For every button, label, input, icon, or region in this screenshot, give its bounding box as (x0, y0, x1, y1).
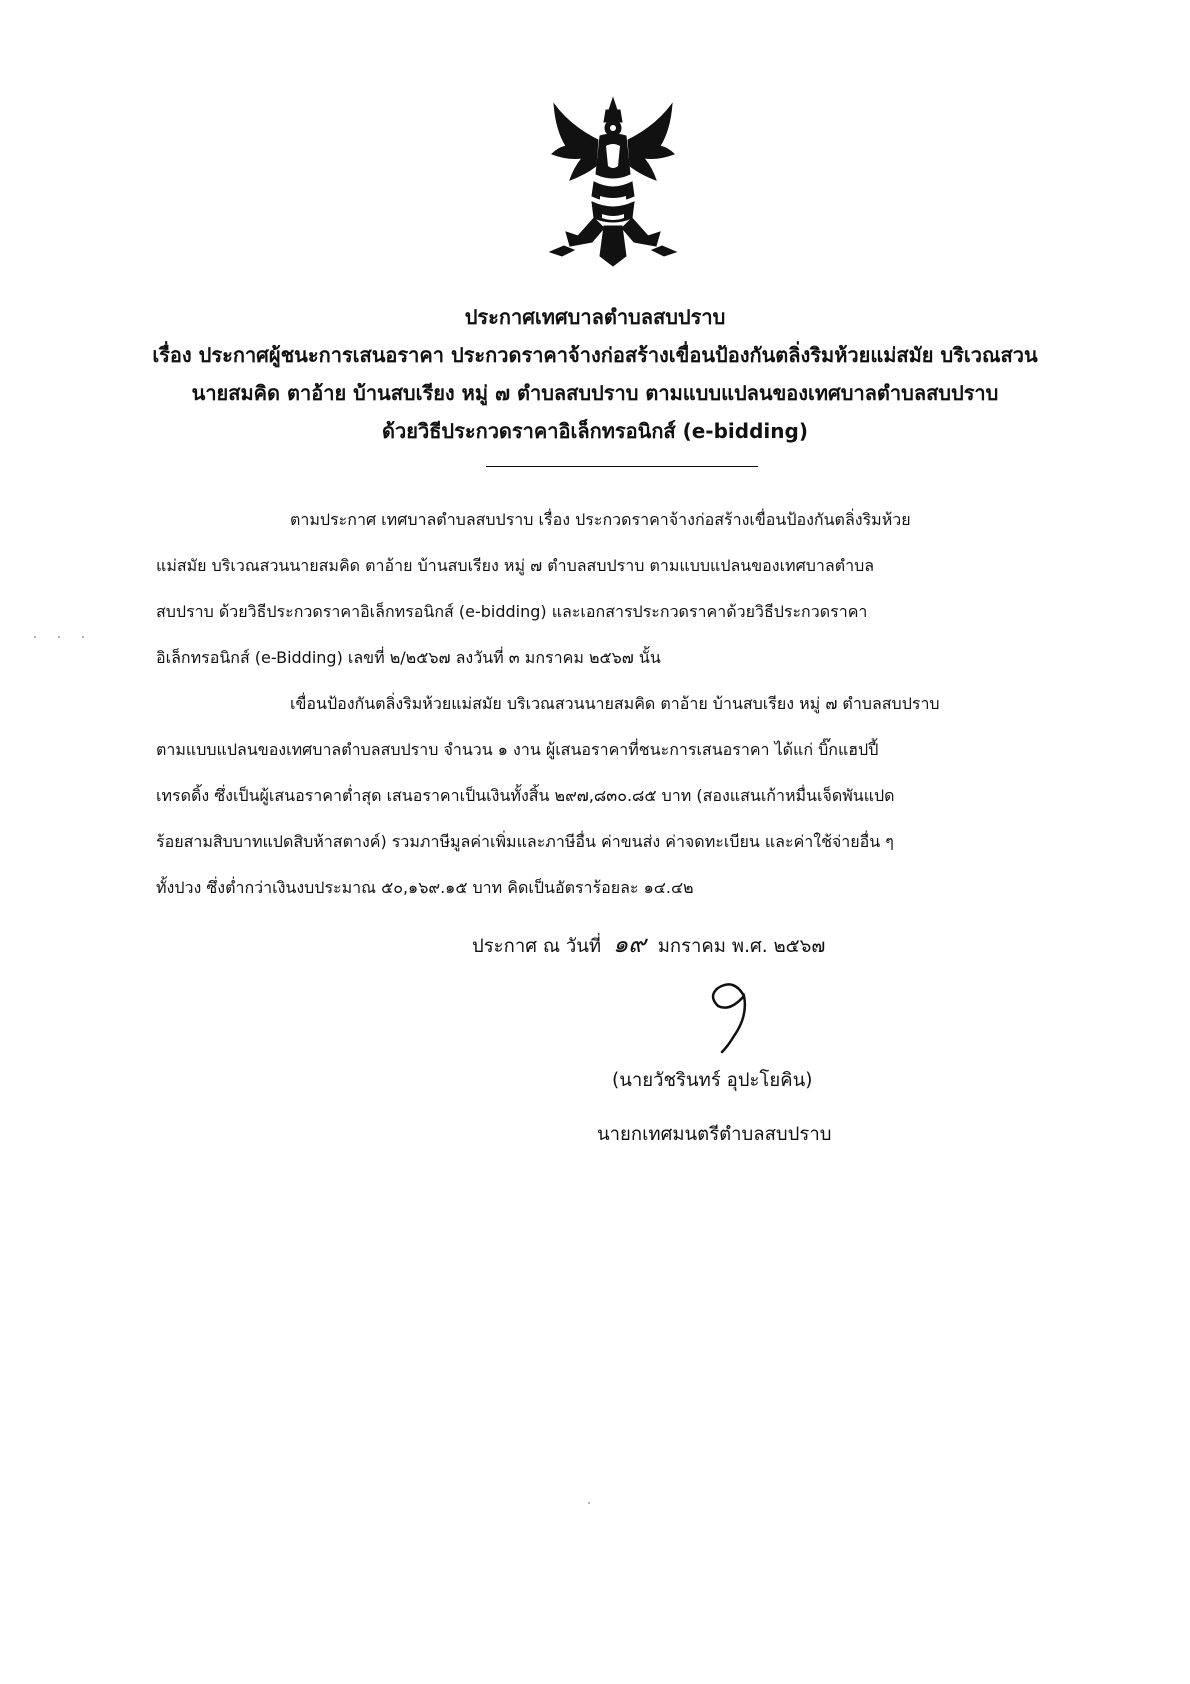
para1-line-3: สบปราบ ด้วยวิธีประกวดราคาอิเล็กทรอนิกส์ (e-bidding) และเอกสารประกวดราคาด้วยวิธีประกวดราคา (156, 602, 868, 621)
scan-speck (588, 1502, 590, 1504)
para1-line-4: อิเล็กทรอนิกส์ (e-Bidding) เลขที่ ๒/๒๕๖๗ ลงวันที่ ๓ มกราคม ๒๕๖๗ นั้น (156, 648, 661, 667)
scan-speck (82, 636, 84, 638)
signer-position: นายกเทศมนตรีตำบลสบปราบ (597, 1124, 832, 1145)
para2-line-4: ร้อยสามสิบบาทแปดสิบห้าสตางค์) รวมภาษีมูลค่าเพิ่มและภาษีอื่น ค่าขนส่ง ค่าจดทะเบียน และค่าใช้จ่ายอื่น ๆ (156, 832, 894, 851)
announcement-date (472, 924, 825, 963)
scan-speck (34, 636, 36, 638)
subject-line-2: นายสมคิด ตาอ้าย บ้านสบเรียง หมู่ ๗ ตำบลสบปราบ ตามแบบแปลนของเทศบาลตำบลสบปราบ (191, 381, 999, 405)
scan-speck (58, 636, 60, 638)
heading-divider (486, 466, 758, 467)
para2-line-2: ตามแบบแปลนของเทศบาลตำบลสบปราบ จำนวน ๑ งาน ผู้เสนอราคาที่ชนะการเสนอราคา ได้แก่ บิ๊กแฮปปี้ (156, 740, 879, 759)
date-day-handwritten: ๑๙ (613, 930, 646, 958)
announcement-heading (120, 298, 1070, 450)
subject-line-3: ด้วยวิธีประกวดราคาอิเล็กทรอนิกส์ (e-bidding) (382, 419, 808, 443)
signer-name: (นายวัชรินทร์ อุปะโยคิน) (612, 1070, 813, 1091)
signature-icon (704, 976, 764, 1056)
para2-line-5: ทั้งปวง ซึ่งต่ำกว่าเงินงบประมาณ ๕๐,๑๖๙.๑๕ บาท คิดเป็นอัตราร้อยละ ๑๔.๔๒ (156, 878, 694, 897)
para2-line-1: เขื่อนป้องกันตลิ่งริมห้วยแม่สมัย บริเวณสวนนายสมคิด ตาอ้าย บ้านสบเรียง หมู่ ๗ ตำบลสบปราบ (290, 694, 940, 713)
para1-line-2: แม่สมัย บริเวณสวนนายสมคิด ตาอ้าย บ้านสบเรียง หมู่ ๗ ตำบลสบปราบ ตามแบบแปลนของเทศบาลตำบล (156, 556, 875, 575)
announcement-title: ประกาศเทศบาลตำบลสบปราบ (464, 305, 726, 329)
para1-line-1: ตามประกาศ เทศบาลตำบลสบปราบ เรื่อง ประกวดราคาจ้างก่อสร้างเขื่อนป้องกันตลิ่งริมห้วย (290, 510, 911, 529)
para2-line-3: เทรดดิ้ง ซึ่งเป็นผู้เสนอราคาต่ำสุด เสนอราคาเป็นเงินทั้งสิ้น ๒๙๗,๘๓๐.๘๕ บาท (สองแสนเก้าหมื่นเจ็ดพันแปด (156, 786, 895, 805)
garuda-emblem-icon (548, 96, 678, 268)
subject-line-1: เรื่อง ประกาศผู้ชนะการเสนอราคา ประกวดราคาจ้างก่อสร้างเขื่อนป้องกันตลิ่งริมห้วยแม่สมัย บริเวณสวน (152, 343, 1038, 367)
date-suffix: มกราคม พ.ศ. ๒๕๖๗ (657, 936, 826, 957)
date-prefix: ประกาศ ณ วันที่ (472, 936, 602, 957)
